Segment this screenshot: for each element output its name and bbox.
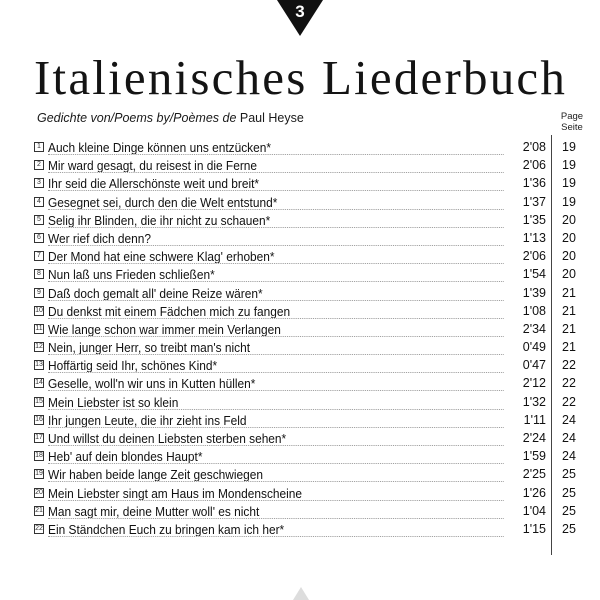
disc-number: 3 — [295, 2, 305, 21]
track-title: Gesegnet sei, durch den die Welt entstund* — [48, 194, 509, 210]
track-title: Selig ihr Blinden, die ihr nicht zu schauen* — [48, 212, 509, 228]
track-duration: 2'34 — [504, 321, 546, 338]
track-duration: 1'04 — [504, 503, 546, 520]
track-duration: 0'49 — [504, 339, 546, 356]
track-row — [34, 194, 594, 212]
track-row — [34, 139, 594, 157]
track-title: Daß doch gemalt all' deine Reize wären* — [48, 285, 509, 301]
track-duration: 0'47 — [504, 357, 546, 374]
track-page: 21 — [562, 285, 576, 300]
poet-name: Paul Heyse — [239, 111, 304, 125]
track-page: 25 — [562, 521, 576, 536]
track-title: Geselle, woll'n wir uns in Kutten hüllen* — [48, 375, 509, 391]
track-row — [34, 175, 594, 193]
track-duration: 1'32 — [504, 394, 546, 411]
subtitle-prefix: Gedichte von/Poems by/Poèmes de — [37, 111, 240, 125]
track-title: Ihr seid die Allerschönste weit und breit* — [48, 175, 509, 191]
track-duration: 2'12 — [504, 375, 546, 392]
track-duration: 1'13 — [504, 230, 546, 247]
track-number: 5 — [34, 215, 44, 225]
track-row — [34, 303, 594, 321]
track-title: Nein, junger Herr, so treibt man's nicht — [48, 339, 509, 355]
track-duration: 1'54 — [504, 266, 546, 283]
track-duration: 1'37 — [504, 194, 546, 211]
track-title: Mein Liebster singt am Haus im Mondenscheine — [48, 485, 509, 501]
track-page: 20 — [562, 230, 576, 245]
track-title: Man sagt mir, deine Mutter woll' es nicht — [48, 503, 509, 519]
track-title: Nun laß uns Frieden schließen* — [48, 266, 509, 282]
track-row — [34, 321, 594, 339]
track-title: Der Mond hat eine schwere Klag' erhoben* — [48, 248, 509, 264]
track-page: 25 — [562, 503, 576, 518]
track-page: 21 — [562, 340, 576, 355]
track-page: 19 — [562, 194, 576, 209]
track-title: Wie lange schon war immer mein Verlangen — [48, 321, 509, 337]
track-number: 3 — [34, 178, 44, 188]
track-duration: 2'06 — [504, 157, 546, 174]
track-list — [34, 139, 594, 539]
track-title: Auch kleine Dinge können uns entzücken* — [48, 139, 509, 155]
track-duration: 2'08 — [504, 139, 546, 156]
track-title: Mir ward gesagt, du reisest in die Ferne — [48, 157, 509, 173]
track-number: 10 — [35, 306, 43, 314]
track-number: 22 — [35, 524, 43, 532]
page-header-line1: Page — [560, 111, 584, 122]
track-page: 22 — [562, 394, 576, 409]
track-row — [34, 430, 594, 448]
track-page: 19 — [562, 176, 576, 191]
subtitle — [37, 111, 304, 125]
track-row — [34, 248, 594, 266]
track-row — [34, 357, 594, 375]
track-page: 20 — [562, 249, 576, 264]
track-number: 9 — [34, 288, 44, 298]
track-duration: 2'25 — [504, 466, 546, 483]
track-number: 12 — [35, 343, 43, 351]
track-row — [34, 157, 594, 175]
track-title: Ihr jungen Leute, die ihr zieht ins Feld — [48, 412, 509, 428]
track-number: 8 — [34, 269, 44, 279]
track-title: Heb' auf dein blondes Haupt* — [48, 448, 509, 464]
track-title: Hoffärtig seid Ihr, schönes Kind* — [48, 357, 509, 373]
track-duration: 2'24 — [504, 430, 546, 447]
track-page: 25 — [562, 467, 576, 482]
track-row — [34, 230, 594, 248]
track-page: 22 — [562, 358, 576, 373]
track-number: 15 — [35, 397, 43, 405]
track-duration: 1'39 — [504, 285, 546, 302]
track-row — [34, 503, 594, 521]
track-row — [34, 339, 594, 357]
page-header-line2: Seite — [561, 122, 583, 133]
track-duration: 1'26 — [504, 485, 546, 502]
track-number: 21 — [35, 506, 43, 514]
track-duration: 1'36 — [504, 175, 546, 192]
track-title: Ein Ständchen Euch zu bringen kam ich her* — [48, 521, 509, 537]
track-duration: 1'11 — [504, 412, 546, 429]
track-page: 20 — [562, 212, 576, 227]
track-number: 20 — [35, 488, 43, 496]
track-page: 19 — [562, 140, 576, 154]
page-title: Italienisches Liederbuch — [34, 50, 568, 105]
track-row — [34, 448, 594, 466]
track-title: Wir haben beide lange Zeit geschwiegen — [48, 466, 509, 482]
track-number: 11 — [35, 324, 43, 332]
track-title: Du denkst mit einem Fädchen mich zu fangen — [48, 303, 509, 319]
track-page: 25 — [562, 485, 576, 500]
track-row — [34, 521, 594, 539]
track-duration: 2'06 — [504, 248, 546, 265]
track-duration: 1'35 — [504, 212, 546, 229]
track-number: 18 — [35, 452, 43, 460]
track-row — [34, 412, 594, 430]
track-row — [34, 485, 594, 503]
track-title: Und willst du deinen Liebsten sterben sehen* — [48, 430, 509, 446]
track-number: 19 — [35, 470, 43, 478]
track-title: Wer rief dich denn? — [48, 230, 509, 246]
track-number: 17 — [35, 434, 43, 441]
track-row — [34, 285, 594, 303]
track-page: 22 — [562, 376, 576, 391]
track-duration: 1'15 — [504, 521, 546, 538]
track-page: 20 — [562, 267, 576, 282]
track-row — [34, 375, 594, 393]
track-page: 21 — [562, 321, 576, 336]
bottom-mark-icon — [279, 585, 323, 600]
track-number: 7 — [34, 251, 44, 261]
track-number: 4 — [34, 197, 44, 207]
track-number: 16 — [35, 415, 43, 423]
track-duration: 1'59 — [504, 448, 546, 465]
track-number: 14 — [35, 379, 43, 387]
track-number: 1 — [34, 142, 44, 152]
track-page: 24 — [562, 449, 576, 464]
track-row — [34, 466, 594, 484]
track-title: Mein Liebster ist so klein — [48, 394, 509, 410]
track-number: 13 — [35, 361, 43, 369]
track-page: 19 — [562, 158, 576, 173]
track-row — [34, 266, 594, 284]
track-number: 2 — [34, 160, 44, 170]
page-column-header — [548, 111, 596, 133]
track-row — [34, 394, 594, 412]
track-page: 24 — [562, 431, 576, 445]
track-number: 6 — [34, 233, 44, 243]
track-duration: 1'08 — [504, 303, 546, 320]
track-page: 21 — [562, 303, 576, 318]
track-row — [34, 212, 594, 230]
track-page: 24 — [562, 412, 576, 427]
